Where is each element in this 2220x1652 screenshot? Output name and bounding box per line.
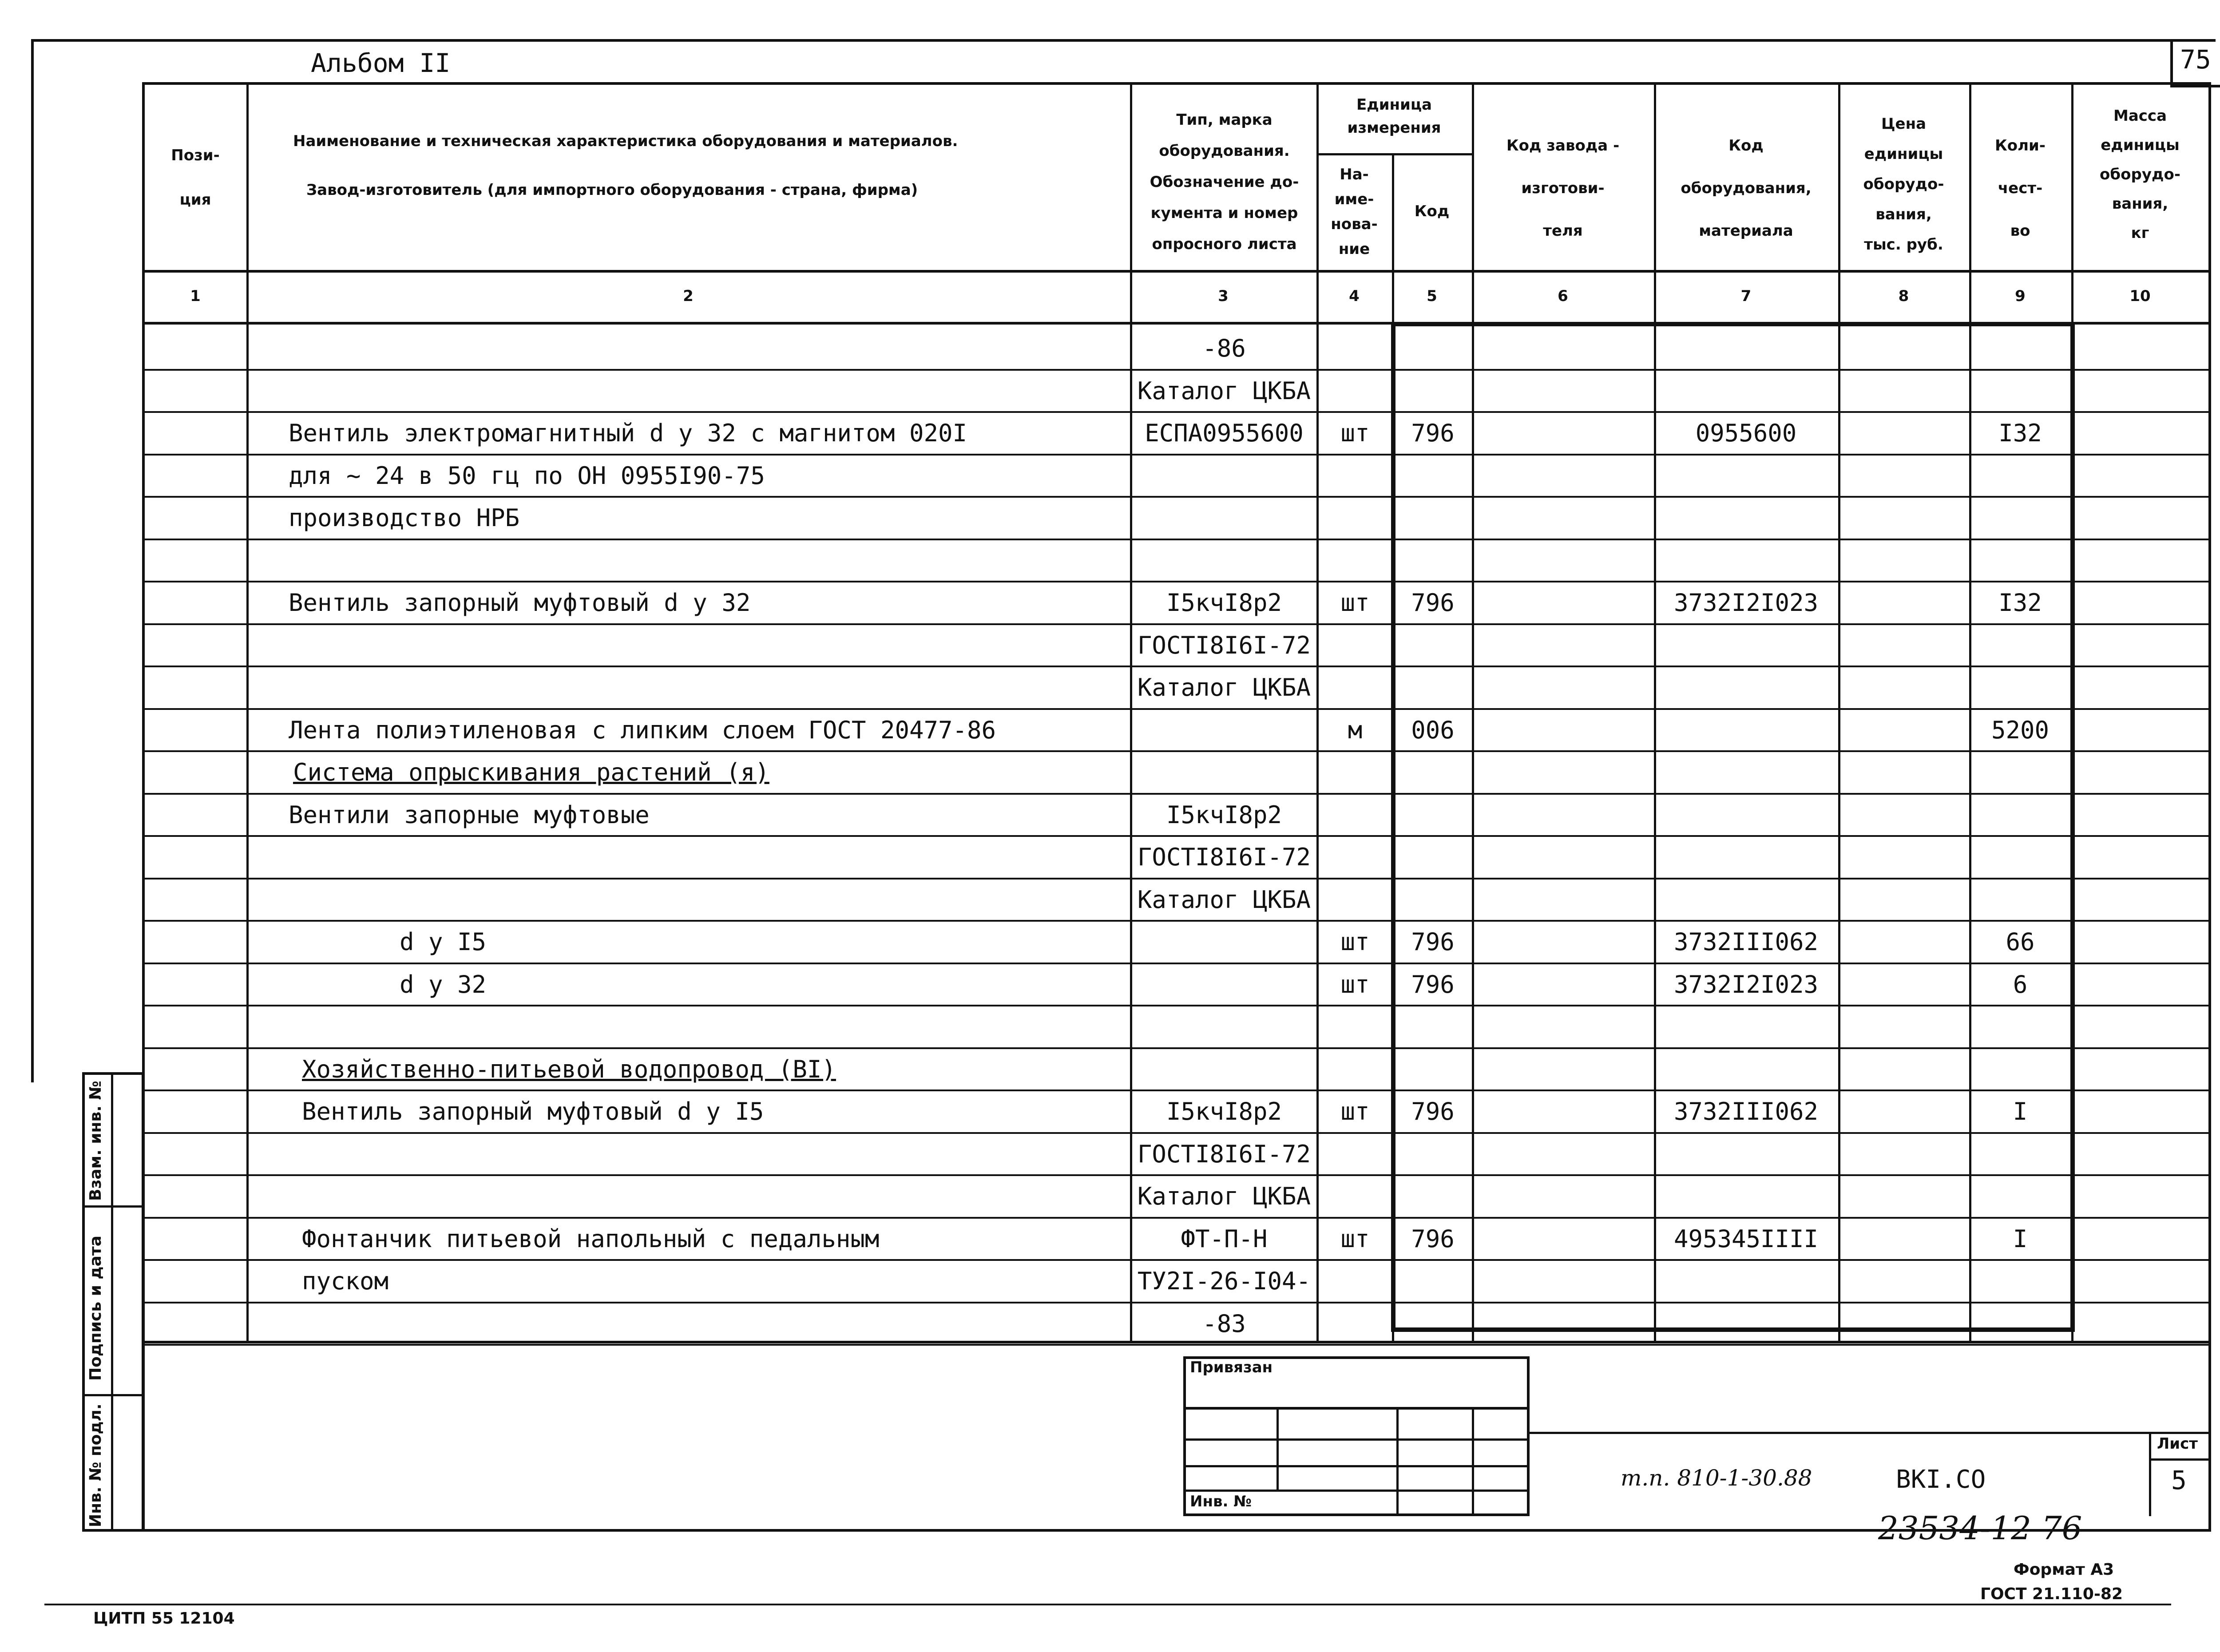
- row-code: 796: [1411, 1097, 1455, 1125]
- stamp-sheet-label: Лист: [2157, 1435, 2198, 1453]
- header-bottom-line: [142, 270, 2211, 273]
- gost-label: ГОСТ 21.110-82: [1980, 1585, 2123, 1603]
- side-strip-line-2: [82, 1394, 144, 1396]
- row-type: Каталог ЦКБА: [1137, 1182, 1311, 1210]
- row-line: [142, 1174, 2211, 1176]
- header-col10: Масса единицы оборудо- вания, кг: [2100, 107, 2180, 242]
- stamp-sheet-number: 5: [2171, 1465, 2187, 1495]
- row-line: [142, 666, 2211, 667]
- header-col6: Код завода - изготови- теля: [1506, 137, 1620, 240]
- row-quantity: 66: [2006, 928, 2035, 956]
- archive-number: 23534-12 76: [1878, 1509, 2082, 1547]
- row-type: I5кчI8р2: [1166, 1097, 1282, 1125]
- stamp-sheet-divider: [2149, 1432, 2151, 1516]
- header-col7: Код оборудования, материала: [1681, 137, 1812, 240]
- side-label-vzam: Взам. инв. №: [87, 1081, 105, 1201]
- row-line: [142, 1302, 2211, 1303]
- row-line: [142, 920, 2211, 922]
- header-col8: Цена единицы оборудо- вания, тыс. руб.: [1863, 115, 1944, 254]
- row-material-code: 3732III062: [1673, 1097, 1819, 1125]
- row-code: 796: [1411, 589, 1455, 617]
- row-line: [142, 496, 2211, 498]
- row-type: I5кчI8р2: [1166, 801, 1282, 829]
- colnum-2: 2: [683, 287, 694, 305]
- row-line: [142, 878, 2211, 879]
- row-name: для ~ 24 в 50 гц по ОН 0955I90-75: [289, 462, 765, 490]
- format-label: Формат А3: [2014, 1561, 2114, 1579]
- row-name: Фонтанчик питьевой напольный с педальным: [302, 1225, 880, 1253]
- row-code: 006: [1411, 716, 1455, 744]
- col-line-2: [1130, 82, 1132, 1343]
- row-name: Вентиль электромагнитный d у 32 с магнитом 020I: [289, 419, 967, 447]
- row-type: ГОСТI8I6I-72: [1137, 843, 1311, 871]
- row-material-code: 3732I2I023: [1673, 971, 1819, 998]
- stamp-grid-v2: [1396, 1407, 1399, 1516]
- stamp-doc-code: ВКI.СО: [1896, 1465, 1986, 1494]
- row-code: 796: [1411, 928, 1455, 956]
- row-unit: шт: [1340, 589, 1370, 617]
- header-col4: На- име- нова- ние: [1331, 166, 1378, 258]
- row-type: Каталог ЦКБА: [1137, 673, 1311, 701]
- row-line: [142, 708, 2211, 710]
- row-code: 796: [1411, 971, 1455, 998]
- stamp-sheet-label-line: [2149, 1458, 2211, 1461]
- row-material-code: 0955600: [1695, 419, 1797, 447]
- colnum-8: 8: [1898, 287, 1909, 305]
- row-line: [142, 411, 2211, 413]
- side-strip-divider: [111, 1072, 113, 1532]
- row-name: Лента полиэтиленовая с липким слоем ГОСТ 20477-86: [289, 716, 996, 744]
- row-name: производство НРБ: [289, 504, 520, 532]
- colnum-3: 3: [1218, 287, 1229, 305]
- row-name: Система опрыскивания растений (я): [293, 758, 769, 786]
- stamp-grid-v1: [1276, 1407, 1279, 1490]
- stamp-project-code: т.п. 810-1-30.88: [1621, 1465, 1812, 1491]
- stamp-grid-v3: [1472, 1407, 1474, 1516]
- row-line: [142, 1005, 2211, 1006]
- row-line: [142, 1217, 2211, 1219]
- row-unit: шт: [1340, 971, 1370, 998]
- row-line: [142, 750, 2211, 752]
- colnum-4: 4: [1349, 287, 1360, 305]
- row-type: ГОСТI8I6I-72: [1137, 631, 1311, 659]
- colnum-10: 10: [2129, 287, 2151, 305]
- colnum-5: 5: [1427, 287, 1437, 305]
- footer-rule: [44, 1604, 2171, 1605]
- frame-top-left-line: [31, 39, 2216, 42]
- row-name: пуском: [302, 1267, 389, 1295]
- header-unit-group: Единица измерения: [1347, 96, 1441, 137]
- row-type: -86: [1202, 334, 1246, 362]
- colnum-7: 7: [1740, 287, 1752, 305]
- row-line: [142, 623, 2211, 625]
- col-line-1: [246, 82, 249, 1343]
- row-name: d у 32: [400, 971, 487, 998]
- row-material-code: 3732I2I023: [1673, 589, 1819, 617]
- frame-left-line: [31, 39, 34, 1082]
- row-name: Хозяйственно-питьевой водопровод (BI): [302, 1055, 836, 1083]
- row-quantity: I32: [1998, 419, 2042, 447]
- header-col9: Коли- чест- во: [1995, 137, 2046, 240]
- row-type: ФТ-П-Н: [1181, 1225, 1268, 1253]
- unit-split-line: [1316, 153, 1472, 155]
- album-label: Альбом II: [311, 48, 451, 78]
- row-line: [142, 835, 2211, 837]
- row-name: Вентиль запорный муфтовый d у 32: [289, 589, 751, 617]
- row-line: [142, 963, 2211, 964]
- row-line: [142, 1259, 2211, 1261]
- row-code: 796: [1411, 419, 1455, 447]
- row-quantity: 5200: [1991, 716, 2050, 744]
- header-col2-line1: Наименование и техническая характеристика оборудования и материалов.: [293, 132, 958, 150]
- row-quantity: I32: [1998, 589, 2042, 617]
- row-name: Вентили запорные муфтовые: [289, 801, 650, 829]
- row-type: Каталог ЦКБА: [1137, 886, 1311, 914]
- page-corner-number: 75: [2180, 44, 2211, 75]
- row-type: ТУ2I-26-I04-: [1137, 1267, 1311, 1295]
- row-line: [142, 454, 2211, 456]
- col-line-3: [1316, 82, 1319, 1343]
- row-quantity: I: [2013, 1097, 2028, 1125]
- row-unit: шт: [1340, 1097, 1370, 1125]
- row-type: Каталог ЦКБА: [1137, 377, 1311, 405]
- table-bottom-line: [142, 1341, 2211, 1343]
- row-type: -83: [1202, 1310, 1246, 1338]
- header-col3: Тип, марка оборудования. Обозначение до- кумента и номер опросного листа: [1150, 111, 1299, 253]
- side-label-podpis: Подпись и дата: [87, 1236, 105, 1381]
- stamp-grid-line-1: [1183, 1438, 1530, 1441]
- row-quantity: 6: [2013, 971, 2028, 998]
- row-name: d у I5: [400, 928, 487, 956]
- row-line: [142, 369, 2211, 371]
- thick-box: [1391, 322, 2075, 1332]
- side-strip-line-1: [82, 1205, 144, 1208]
- row-line: [142, 793, 2211, 795]
- row-material-code: 3732III062: [1673, 928, 1819, 956]
- row-unit: м: [1348, 716, 1363, 744]
- stamp-inv-label: Инв. №: [1190, 1493, 1252, 1510]
- row-unit: шт: [1340, 928, 1370, 956]
- row-unit: шт: [1340, 419, 1370, 447]
- row-line: [142, 581, 2211, 582]
- stamp-grid-line-2: [1183, 1465, 1530, 1467]
- row-type: I5кчI8р2: [1166, 589, 1282, 617]
- colnum-9: 9: [2015, 287, 2026, 305]
- row-line: [142, 1047, 2211, 1049]
- row-unit: шт: [1340, 1225, 1370, 1253]
- stamp-grid-line-3: [1183, 1490, 1530, 1492]
- row-quantity: I: [2013, 1225, 2028, 1253]
- colnum-1: 1: [190, 287, 201, 305]
- row-type: ЕСПА0955600: [1145, 419, 1304, 447]
- row-material-code: 495345IIII: [1673, 1225, 1819, 1253]
- stamp-privyazan-label: Привязан: [1190, 1359, 1273, 1376]
- row-line: [142, 1344, 2211, 1346]
- citp-label: ЦИТП 55 12104: [93, 1609, 235, 1628]
- header-col1: Пози- ция: [171, 147, 220, 209]
- stamp-title-top: [1527, 1432, 2211, 1434]
- row-type: ГОСТI8I6I-72: [1137, 1140, 1311, 1168]
- colnum-6: 6: [1558, 287, 1568, 305]
- row-line: [142, 539, 2211, 540]
- row-code: 796: [1411, 1225, 1455, 1253]
- row-line: [142, 1089, 2211, 1091]
- header-col5: Код: [1414, 202, 1450, 220]
- row-name: Вентиль запорный муфтовый d у I5: [302, 1097, 764, 1125]
- row-line: [142, 1132, 2211, 1134]
- header-col2-line2: Завод-изготовитель (для импортного оборудования - страна, фирма): [306, 181, 918, 199]
- side-label-inv-podl: Инв. № подл.: [87, 1403, 105, 1527]
